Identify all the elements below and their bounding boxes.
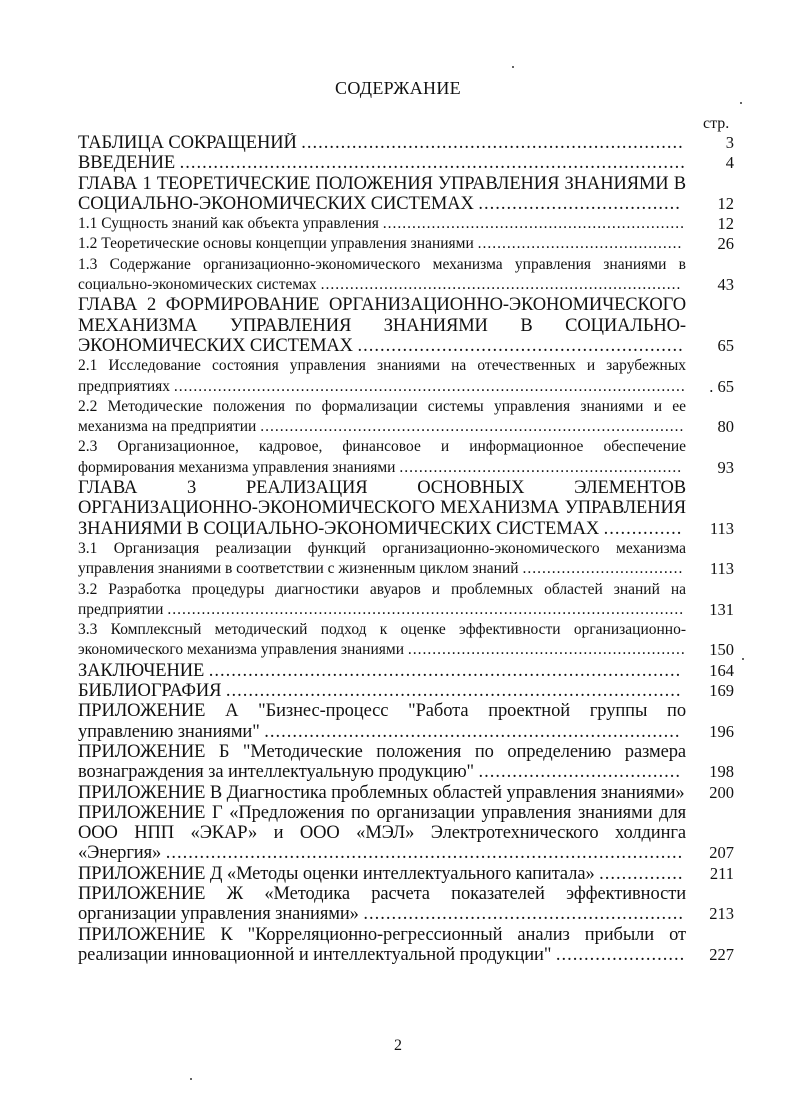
toc-entry-title: 1.1 Сущность знаний как объекта управления — [78, 215, 379, 233]
toc-entry-title: ГЛАВА 3 РЕАЛИЗАЦИЯ ОСНОВНЫХ ЭЛЕМЕНТОВ ОРГАНИЗАЦИОННО-ЭКОНОМИЧЕСКОГО МЕХАНИЗМА УПРАВЛЕНИЯ ЗНАНИЯМИ В СОЦИАЛЬНО-ЭКОНОМИЧЕСКИХ СИСТЕМАХ — [78, 478, 686, 539]
toc-entry-title: ПРИЛОЖЕНИЕ А "Бизнес-процесс "Работа проектной группы по управлению знаниями" — [78, 701, 686, 742]
toc-entry-title: 1.3 Содержание организационно-экономического механизма управления знаниями в социально-экономических системах — [78, 255, 686, 294]
toc-entry-page: 26 — [717, 234, 734, 254]
toc-entry-title: 1.2 Теоретические основы концепции управления знаниями — [78, 235, 474, 253]
toc-entry-page: 93 — [717, 457, 734, 477]
toc-entry-page: 207 — [709, 843, 734, 863]
toc-entry-page: 169 — [709, 681, 734, 701]
toc-entry[interactable] — [78, 397, 734, 438]
dot-leader: ......................................................................................................... — [173, 377, 686, 395]
toc-entry[interactable] — [78, 884, 734, 925]
dot-leader: .............. — [603, 518, 683, 539]
toc-entry[interactable] — [78, 214, 734, 234]
dot-leader: .......................................................................................... — [179, 153, 686, 174]
toc-entry-page: 150 — [709, 640, 734, 660]
dot-leader: ............... — [599, 863, 684, 884]
toc-entry-title: 2.3 Организационное, кадровое, финансовое и информационное обеспечение формирования механизма управления знаниями — [78, 438, 686, 476]
toc-entry[interactable] — [78, 925, 734, 966]
dot-leader: ......................................................... — [407, 641, 686, 659]
toc-entry-title: ВВЕДЕНИЕ — [78, 153, 176, 174]
toc-entry-title: ПРИЛОЖЕНИЕ К "Корреляционно-регрессионный анализ прибыли от реализации инновационной и интеллектуальной продукции" — [78, 924, 686, 965]
dot-leader: .............................................................. — [382, 215, 685, 233]
toc-entry-title: ПРИЛОЖЕНИЕ Г «Предложения по организации управления знаниями для ООО НПП «ЭКАР» и ООО «МЭЛ» Электротехнического холдинга «Энергия» — [78, 802, 686, 864]
toc-entry-title: БИБЛИОГРАФИЯ — [78, 681, 222, 702]
toc-entry[interactable] — [78, 478, 734, 539]
toc-entry-page: 164 — [709, 660, 734, 680]
toc-entry[interactable] — [78, 234, 734, 254]
dot-leader: ......................................................... — [363, 904, 684, 925]
toc-entry-page: 113 — [709, 559, 734, 579]
dot-leader: ............................................................................................ — [165, 843, 684, 864]
toc-entry-title: ПРИЛОЖЕНИЕ Б "Методические положения по определению размера вознаграждения за интеллектуальную продукцию" — [78, 741, 686, 783]
toc-entry[interactable] — [78, 153, 734, 173]
page-number: 2 — [394, 1037, 402, 1054]
toc-entry[interactable] — [78, 701, 734, 742]
toc-entry-title: 2.1 Исследование состояния управления знаниями на отечественных и зарубежных предприятиях — [78, 357, 686, 395]
toc-entry-page: 43 — [717, 275, 734, 295]
toc-entry[interactable] — [78, 742, 734, 783]
toc-entry-page: 4 — [725, 153, 734, 173]
toc-entry-title: ПРИЛОЖЕНИЕ В Диагностика проблемных областей управления знаниями» — [78, 782, 685, 803]
toc-entry-page: 12 — [717, 193, 734, 213]
toc-entry[interactable] — [78, 681, 734, 701]
toc-entry[interactable] — [78, 661, 734, 681]
scan-speck — [740, 102, 742, 104]
page-column-label: стр. — [703, 115, 730, 132]
toc-entry[interactable] — [78, 174, 734, 215]
toc-entry[interactable] — [78, 783, 734, 803]
toc-entry-page: 200 — [709, 782, 734, 802]
dot-leader: .................................... — [478, 193, 681, 214]
toc-entry[interactable] — [78, 864, 734, 884]
table-of-contents — [78, 133, 734, 965]
dot-leader: ....................................................................................... — [260, 418, 685, 436]
toc-entry[interactable] — [78, 295, 734, 356]
dot-leader: .......................................................... — [357, 335, 684, 356]
toc-entry-title: 3.3 Комплексный методический подход к оценке эффективности организационно-экономического механизма управления знаниями — [78, 621, 686, 659]
toc-entry-title: 2.2 Методические положения по формализации системы управления знаниями и ее механизма на предприятии — [78, 397, 686, 436]
dot-leader: .......................................................... — [399, 458, 683, 476]
toc-entry-title: 3.2 Разработка процедуры диагностики авуаров и проблемных областей знаний на предприятии — [78, 580, 686, 618]
toc-entry-page: 113 — [709, 518, 734, 538]
toc-entry-title: 3.1 Организация реализации функций организационно-экономического механизма управления знаниями в соответствии с жизненным циклом знаний — [78, 539, 686, 578]
toc-entry[interactable] — [78, 356, 734, 397]
scan-speck — [190, 1078, 192, 1080]
toc-entry-page: 12 — [717, 214, 734, 234]
dot-leader: .................................................................................... — [208, 660, 682, 681]
toc-entry[interactable] — [78, 620, 734, 661]
toc-entry-title: ПРИЛОЖЕНИЕ Ж «Методика расчета показателей эффективности организации управления знаниями» — [78, 883, 686, 925]
toc-entry-title: ГЛАВА 1 ТЕОРЕТИЧЕСКИЕ ПОЛОЖЕНИЯ УПРАВЛЕНИЯ ЗНАНИЯМИ В СОЦИАЛЬНО-ЭКОНОМИЧЕСКИХ СИСТЕМАХ — [78, 173, 686, 214]
toc-entry-title: ЗАКЛЮЧЕНИЕ — [78, 660, 205, 681]
toc-entry-page: 3 — [725, 133, 734, 152]
toc-entry[interactable] — [78, 539, 734, 580]
toc-entry-title: ТАБЛИЦА СОКРАЩЕНИЙ — [78, 133, 297, 153]
toc-entry-page: 227 — [709, 944, 734, 964]
toc-entry-page: 80 — [717, 417, 734, 437]
toc-entry-title: ГЛАВА 2 ФОРМИРОВАНИЕ ОРГАНИЗАЦИОННО-ЭКОНОМИЧЕСКОГО МЕХАНИЗМА УПРАВЛЕНИЯ ЗНАНИЯМИ В СОЦИАЛЬНО-ЭКОНОМИЧЕСКИХ СИСТЕМАХ — [78, 295, 686, 356]
scan-speck — [742, 658, 744, 660]
toc-entry-page: 213 — [709, 904, 734, 924]
toc-entry-page: 211 — [709, 863, 734, 883]
dot-leader: .................................................................... — [301, 133, 684, 153]
dot-leader: .......................................................................... — [264, 721, 681, 742]
dot-leader: ................................. — [522, 560, 684, 578]
toc-entry[interactable] — [78, 133, 734, 153]
dot-leader: .......................................................................................................... — [167, 600, 685, 618]
toc-entry-page: . 65 — [709, 376, 734, 396]
toc-entry-title: ПРИЛОЖЕНИЕ Д «Методы оценки интеллектуального капитала» — [78, 863, 595, 884]
dot-leader: .......................................................................... — [320, 276, 682, 294]
toc-entry[interactable] — [78, 803, 734, 864]
dot-leader: .................................... — [478, 762, 682, 783]
toc-entry-page: 65 — [717, 335, 734, 355]
dot-leader: ....................... — [555, 944, 686, 965]
toc-entry-page: 131 — [709, 599, 734, 619]
toc-entry[interactable] — [78, 580, 734, 621]
toc-entry-page: 198 — [709, 762, 734, 782]
dot-leader: .......................................... — [477, 235, 683, 253]
toc-entry[interactable] — [78, 437, 734, 478]
toc-entry-page: 196 — [709, 721, 734, 741]
scan-speck — [512, 66, 514, 68]
dot-leader: ................................................................................. — [225, 681, 682, 702]
toc-entry[interactable] — [78, 255, 734, 296]
page-title: СОДЕРЖАНИЕ — [335, 78, 461, 98]
